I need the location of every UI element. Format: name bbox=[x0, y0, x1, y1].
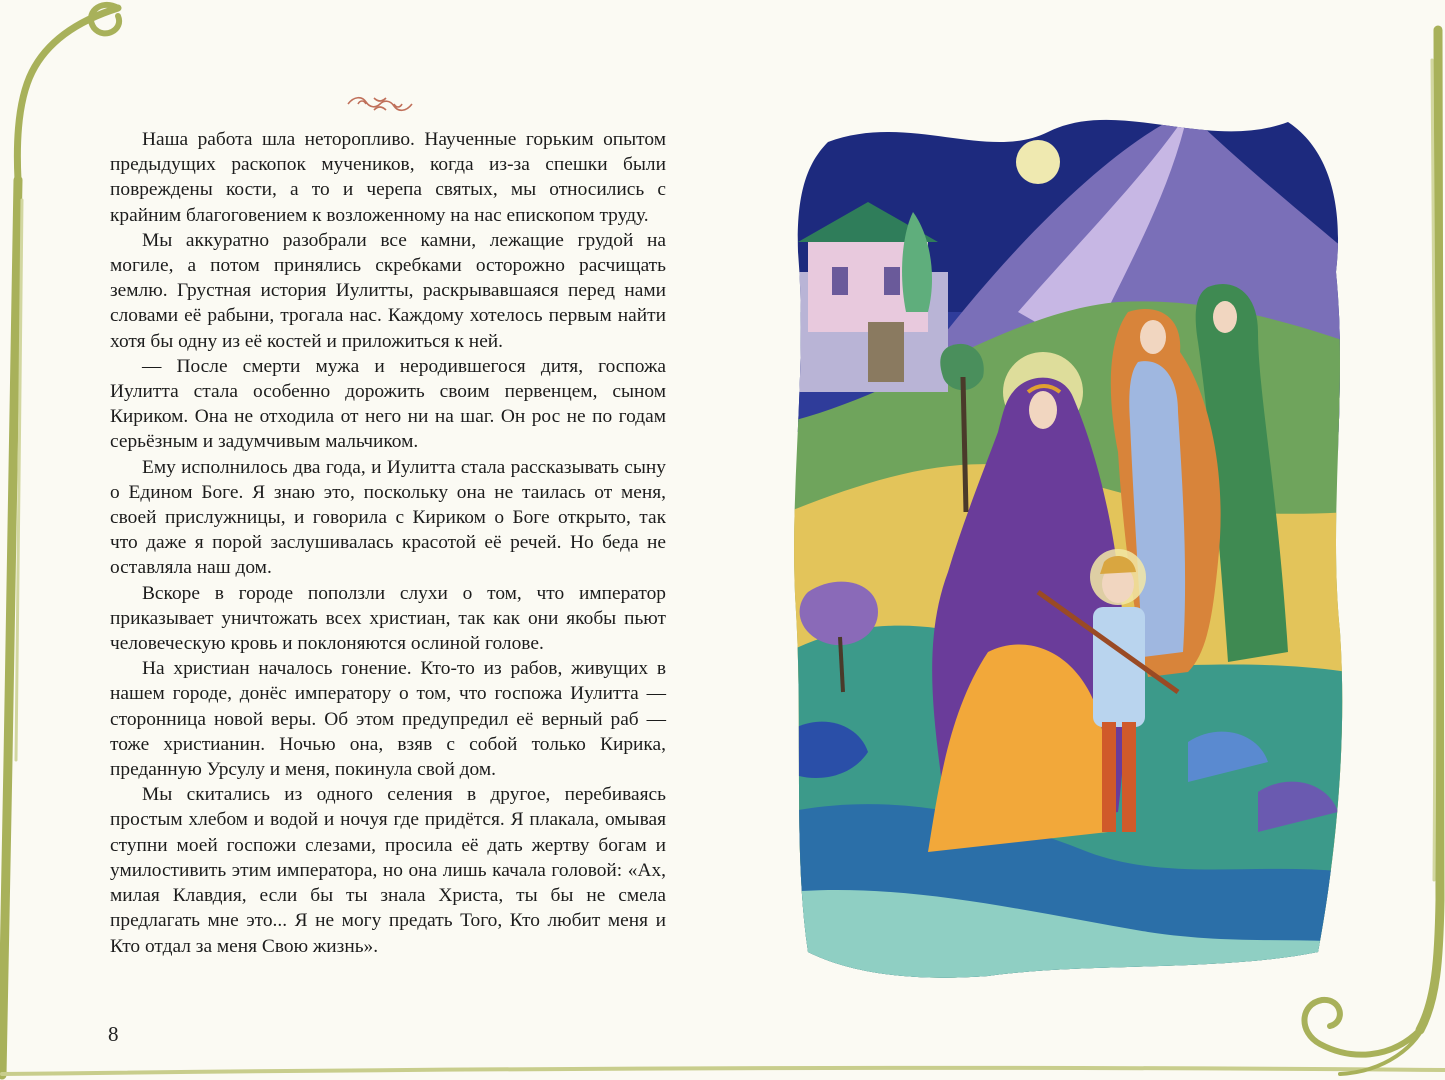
paragraph: Мы скитались из одного селения в другое, перебиваясь простым хлебом и водой и ночуя где придётся. Я плакала, омывая ступни моей госпожи слезами, просила её дать жертву богам и умилостивить этим императора, но она лишь качала головой: «Ах, милая Клавдия, если бы ты знала Христа, ты бы не смела предлагать мне это... Я не могу предать Того, Кто любит меня и Кто отдал за меня Свою жизнь». bbox=[110, 784, 666, 957]
paragraph: — После смерти мужа и неродившегося дитя, госпожа Иулитта стала особенно дорожить своим первенцем, сыном Кириком. Она не отходила от него ни на шаг. Он рос не по годам серьёзным и задумчивым мальчиком. bbox=[110, 355, 666, 453]
paragraph: На христиан началось гонение. Кто-то из рабов, живущих в нашем городе, донёс императору о том, что госпожа Иулитта — сторонница новой веры. Об этом предупредил её верный раб — тоже христианин. Ночью она, взяв с собой только Кирика, преданную Урсулу и меня, покинула свой дом. bbox=[110, 658, 666, 781]
paragraph: Ему исполнилось два года, и Иулитта стала рассказывать сыну о Едином Боге. Я знаю это, поскольку она не таилась от меня, своей прислужницы, и говорила с Кириком о Боге открыто, так что даже я порой заслушивалась красотой её речей. Но беда не оставляла наш дом. bbox=[110, 456, 666, 579]
paragraph: Мы аккуратно разобрали все камни, лежащие грудой на могиле, а потом принялись скребками осторожно расчищать землю. Грустная история Иулитты, раскрывавшаяся перед нами словами её рабыни, трогала нас. Каждому хотелось первым найти хотя бы одну из её костей и приложиться к ней. bbox=[110, 229, 666, 352]
moon bbox=[1016, 140, 1060, 184]
paragraph: Наша работа шла неторопливо. Наученные горьким опытом предыдущих раскопок мучеников, когда из-за спешки были повреждены кости, а то и черепа святых, мы относились с крайним благоговением к возложенному на нас епископом труду. bbox=[110, 129, 666, 226]
paragraph: Вскоре в городе поползли слухи о том, что император приказывает уничтожать всех христиан, так как они якобы пьют человеческую кровь и поклоняются ослиной голове. bbox=[110, 582, 666, 655]
body-text bbox=[110, 127, 666, 959]
page-number: 8 bbox=[108, 1022, 119, 1046]
header-ornament bbox=[344, 94, 416, 114]
illustration bbox=[788, 92, 1348, 982]
